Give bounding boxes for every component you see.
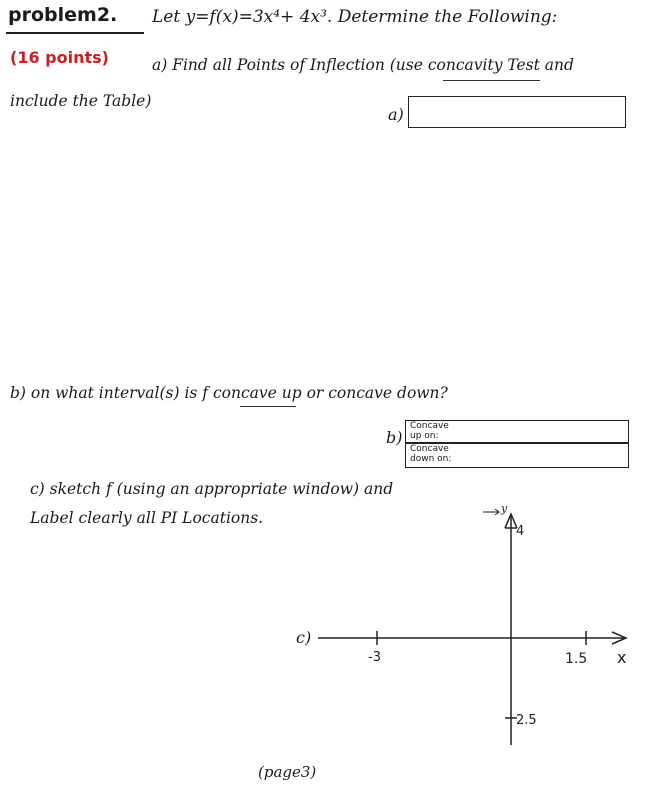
problem-title: problem2. — [8, 4, 118, 26]
answer-b-label: b) — [386, 428, 403, 447]
y-axis-label: y — [501, 502, 508, 515]
part-c-question-line2: Label clearly all PI Locations. — [30, 509, 264, 527]
answer-c-label: c) — [296, 628, 312, 647]
y-tick-bottom-label: 2.5 — [516, 713, 537, 728]
part-c-question-line1: c) sketch f (using an appropriate window) and — [30, 480, 394, 498]
part-a-question-line1: a) Find all Points of Inflection (use concavity Test and — [152, 56, 574, 74]
x-tick-right-label: 1.5 — [565, 651, 588, 667]
page-number: (page3) — [258, 763, 317, 781]
part-a-question-line2: include the Table) — [10, 92, 152, 110]
concave-down-label: Concave down on: — [410, 444, 452, 464]
points-label: (16 points) — [10, 48, 109, 67]
problem-statement: Let y=f(x)=3x⁴+ 4x³. Determine the Following: — [152, 7, 558, 27]
concave-up-label: Concave up on: — [410, 421, 449, 441]
y-tick-top-label: 4 — [516, 524, 525, 539]
part-b-question: b) on what interval(s) is f concave up or concave down? — [10, 384, 448, 402]
answer-a-label: a) — [388, 105, 404, 124]
x-axis-label: x — [617, 648, 627, 667]
x-tick-left-label: -3 — [368, 650, 381, 665]
